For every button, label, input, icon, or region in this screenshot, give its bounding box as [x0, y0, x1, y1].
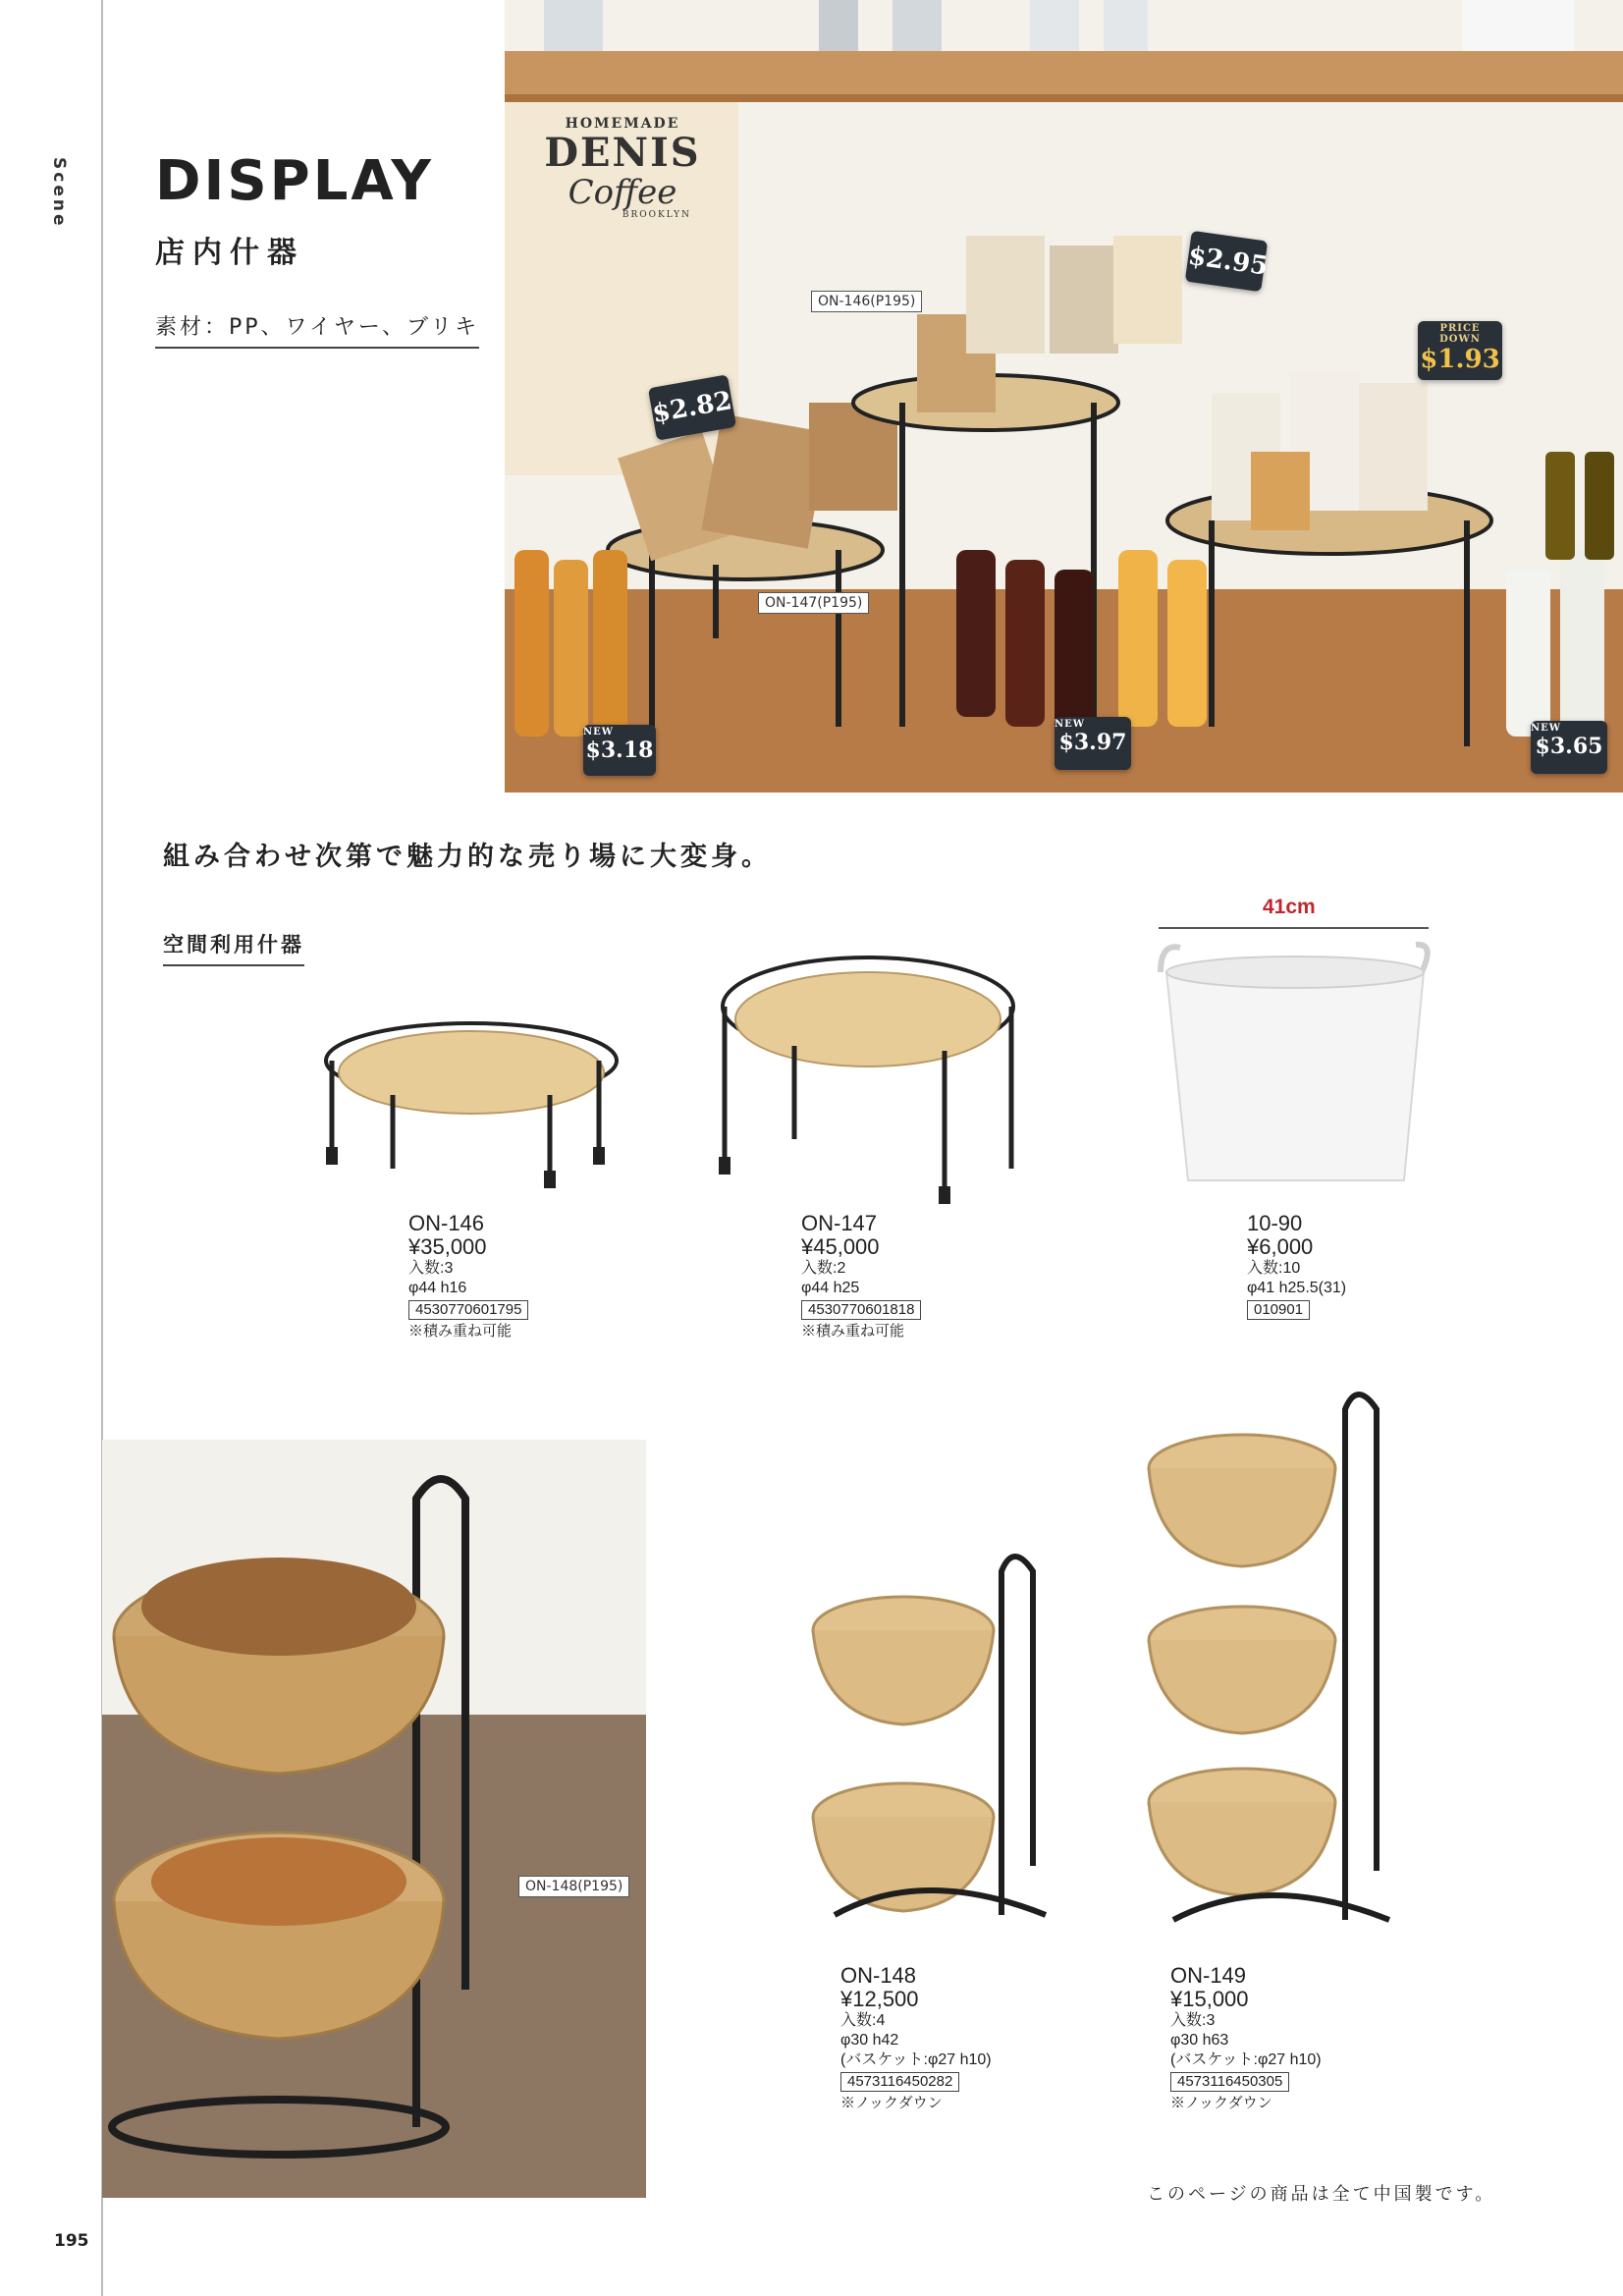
side-label: Scene	[49, 157, 69, 229]
product-on146	[408, 1212, 528, 1341]
product-code: ON-149	[1170, 1963, 1247, 1988]
catch-copy: 組み合わせ次第で魅力的な売り場に大変身。	[163, 842, 772, 872]
1090-bucket-image	[1149, 933, 1443, 1190]
hero-photo	[505, 0, 1623, 793]
product-basket-size: (バスケット:φ27 h10)	[840, 2051, 992, 2068]
product-qty: 入数:2	[801, 1260, 846, 1277]
product-code: ON-147	[801, 1211, 878, 1235]
product-price: ¥6,000	[1247, 1234, 1314, 1259]
product-jan: 4573116450282	[840, 2072, 959, 2092]
product-note: ※積み重ね可能	[801, 1323, 905, 1339]
product-code: 10-90	[1247, 1211, 1303, 1235]
tag-on146: ON-146(P195)	[811, 291, 922, 312]
page-title: DISPLAY	[155, 149, 434, 213]
bread-illustration	[102, 1440, 646, 2198]
product-price: ¥35,000	[408, 1234, 487, 1259]
product-on149	[1170, 1964, 1322, 2113]
price-tag	[1531, 721, 1607, 774]
price-value: $3.65	[1535, 734, 1603, 759]
product-price: ¥45,000	[801, 1234, 880, 1259]
price-value: $3.97	[1058, 730, 1127, 755]
price-tag: $2.95	[1185, 231, 1268, 292]
product-code: ON-146	[408, 1211, 485, 1235]
dimension-line	[1159, 927, 1429, 929]
product-price: ¥15,000	[1170, 1987, 1249, 2011]
product-qty: 入数:10	[1247, 1260, 1301, 1277]
product-on148	[840, 1964, 992, 2113]
price-value: $1.93	[1420, 345, 1500, 374]
footer-note: このページの商品は全て中国製です。	[1147, 2184, 1496, 2205]
product-size: φ44 h16	[408, 1280, 467, 1296]
product-on147	[801, 1212, 921, 1341]
product-qty: 入数:3	[408, 1260, 454, 1277]
product-jan: 4530770601818	[801, 1300, 921, 1320]
price-tag	[1055, 717, 1131, 770]
on146-image	[314, 982, 628, 1198]
dimension-label: 41cm	[1263, 896, 1316, 918]
sign-city: BROOKLYN	[622, 210, 691, 220]
sign-script: Coffee	[568, 173, 677, 212]
bread-photo	[102, 1440, 646, 2198]
product-jan: 010901	[1247, 1300, 1310, 1320]
section-title: 空間利用什器	[163, 929, 304, 966]
on148-image	[805, 1542, 1051, 1935]
product-basket-size: (バスケット:φ27 h10)	[1170, 2051, 1322, 2068]
product-size: φ30 h42	[840, 2032, 899, 2049]
product-code: ON-148	[840, 1963, 917, 1988]
product-qty: 入数:3	[1170, 2012, 1216, 2029]
price-tag	[1418, 321, 1502, 380]
new-label: NEW	[583, 727, 614, 738]
product-size: φ41 h25.5(31)	[1247, 1280, 1347, 1296]
product-size: φ30 h63	[1170, 2032, 1229, 2049]
product-1090	[1247, 1212, 1346, 1322]
product-note: ※ノックダウン	[840, 2095, 943, 2111]
price-tag: $2.82	[648, 374, 736, 440]
new-label: NEW	[1531, 723, 1561, 734]
product-qty: 入数:4	[840, 2012, 886, 2029]
product-note: ※ノックダウン	[1170, 2095, 1272, 2111]
price-down-label: PRICE DOWN	[1439, 323, 1481, 345]
material-line: 素材：PP、ワイヤー、ブリキ	[155, 310, 479, 349]
new-label: NEW	[1055, 719, 1085, 730]
on149-image	[1139, 1380, 1394, 1940]
page-subtitle: 店内什器	[155, 236, 304, 270]
on147-image	[711, 933, 1025, 1208]
product-jan: 4530770601795	[408, 1300, 528, 1320]
tag-on148: ON-148(P195)	[518, 1876, 629, 1897]
price-value: $3.18	[585, 738, 654, 763]
product-note: ※積み重ね可能	[408, 1323, 513, 1339]
tag-on147: ON-147(P195)	[758, 592, 869, 614]
cafe-sign	[534, 116, 711, 220]
page-number: 195	[54, 2231, 89, 2251]
product-jan: 4573116450305	[1170, 2072, 1289, 2092]
product-price: ¥12,500	[840, 1987, 919, 2011]
sign-big: DENIS	[544, 130, 701, 176]
price-tag	[583, 725, 656, 776]
product-size: φ44 h25	[801, 1280, 860, 1296]
sign-small: HOMEMADE	[565, 116, 680, 132]
